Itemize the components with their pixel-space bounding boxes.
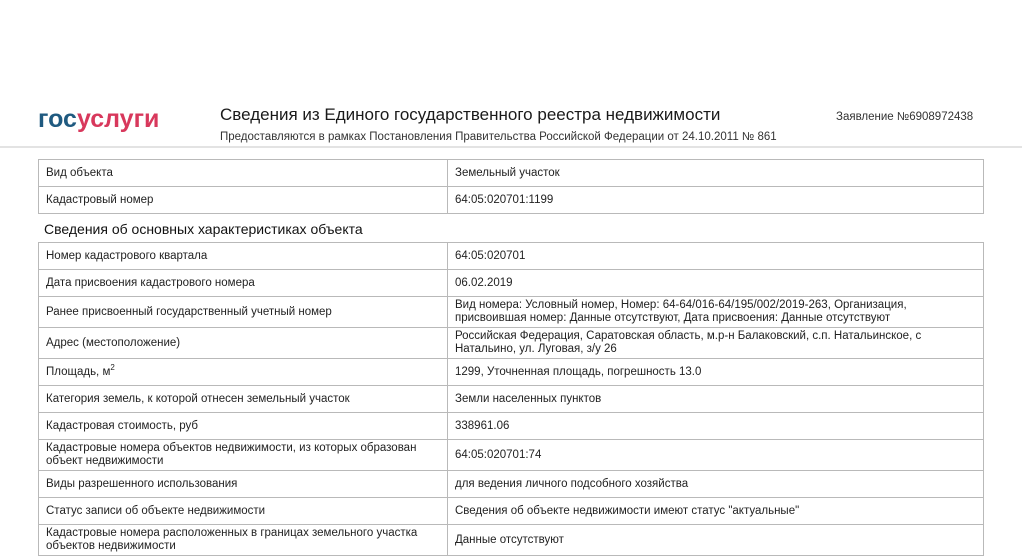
row-label: Виды разрешенного использования	[39, 471, 448, 498]
logo-part-uslugi: услуги	[76, 105, 160, 133]
object-table	[38, 159, 984, 214]
table-row	[39, 413, 984, 440]
row-value: Данные отсутствуют	[448, 525, 984, 556]
row-value: 06.02.2019	[448, 270, 984, 297]
table-row	[39, 160, 984, 187]
document-header	[0, 0, 1022, 147]
table-row	[39, 297, 984, 328]
row-label: Категория земель, к которой отнесен земельный участок	[39, 386, 448, 413]
row-label: Номер кадастрового квартала	[39, 243, 448, 270]
row-label: Вид объекта	[39, 160, 448, 187]
section-title: Сведения об основных характеристиках объекта	[44, 221, 363, 237]
characteristics-table	[38, 242, 984, 556]
row-value: Земельный участок	[448, 160, 984, 187]
table-row	[39, 386, 984, 413]
row-value: 64:05:020701:1199	[448, 187, 984, 214]
table-row	[39, 270, 984, 297]
document-subtitle: Предоставляются в рамках Постановления Правительства Российской Федерации от 24.10.2011 № 861	[220, 131, 777, 143]
row-label	[39, 359, 448, 386]
table-row	[39, 187, 984, 214]
row-label: Кадастровый номер	[39, 187, 448, 214]
area-unit-superscript: 2	[110, 362, 115, 372]
row-value: для ведения личного подсобного хозяйства	[448, 471, 984, 498]
table-row	[39, 243, 984, 270]
row-label: Кадастровая стоимость, руб	[39, 413, 448, 440]
application-number: Заявление №6908972438	[836, 111, 974, 123]
table-row	[39, 440, 984, 471]
table-row	[39, 328, 984, 359]
row-value: Вид номера: Условный номер, Номер: 64-64/016-64/195/002/2019-263, Организация, присвоившая номер: Данные отсутствуют, Дата присвоения: Данные отсутствуют	[448, 297, 984, 328]
table-row	[39, 498, 984, 525]
row-label: Адрес (местоположение)	[39, 328, 448, 359]
row-label: Кадастровые номера объектов недвижимости, из которых образован объект недвижимости	[39, 440, 448, 471]
row-label: Ранее присвоенный государственный учетный номер	[39, 297, 448, 328]
logo-part-gos: гос	[38, 105, 77, 133]
row-label: Кадастровые номера расположенных в границах земельного участка объектов недвижимости	[39, 525, 448, 556]
table-row	[39, 471, 984, 498]
header-divider	[0, 146, 1022, 148]
row-value: Земли населенных пунктов	[448, 386, 984, 413]
row-label: Дата присвоения кадастрового номера	[39, 270, 448, 297]
row-value: 64:05:020701:74	[448, 440, 984, 471]
table-row	[39, 359, 984, 386]
area-label: Площадь, м	[46, 365, 111, 378]
document-title: Сведения из Единого государственного реестра недвижимости	[220, 105, 721, 124]
row-value: Сведения об объекте недвижимости имеют статус "актуальные"	[448, 498, 984, 525]
row-label: Статус записи об объекте недвижимости	[39, 498, 448, 525]
table-row	[39, 525, 984, 556]
gosuslugi-logo[interactable]	[38, 104, 159, 134]
row-value: 1299, Уточненная площадь, погрешность 13.0	[448, 359, 984, 386]
row-value: Российская Федерация, Саратовская область, м.р-н Балаковский, с.п. Натальинское, с Натальино, ул. Луговая, з/у 26	[448, 328, 984, 359]
row-value: 64:05:020701	[448, 243, 984, 270]
row-value: 338961.06	[448, 413, 984, 440]
